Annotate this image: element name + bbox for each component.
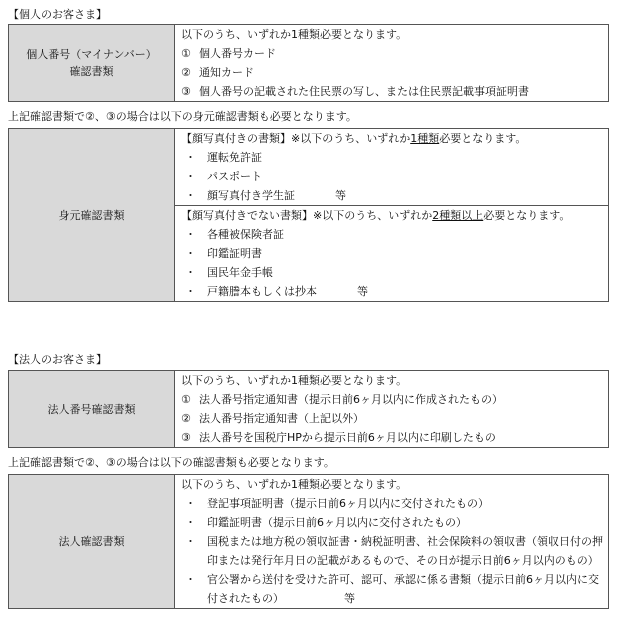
bullet: ・ bbox=[185, 516, 196, 529]
list-item bbox=[175, 186, 608, 205]
list-item bbox=[175, 390, 608, 409]
list-item bbox=[175, 409, 608, 428]
bullet: ・ bbox=[185, 247, 196, 260]
corporate-note: 上記確認書類で②、③の場合は以下の確認書類も必要となります。 bbox=[8, 456, 335, 469]
individual-number-content bbox=[175, 25, 609, 102]
item-text-wrap bbox=[207, 570, 604, 608]
identity-docs-content bbox=[175, 129, 609, 302]
individual-number-label-line2: 確認書類 bbox=[69, 65, 114, 78]
item-text: 国税または地方税の領収証書・納税証明書、社会保険料の領収書（領収日付の押印または発行年月日の記載があるもので、その日が提示日前6ヶ月以内のもの） bbox=[207, 535, 603, 567]
item-mark: ② bbox=[181, 412, 191, 425]
individual-number-table bbox=[8, 24, 609, 102]
item-text: 戸籍謄本もしくは抄本 bbox=[207, 285, 317, 298]
item-text: 各種被保険者証 bbox=[207, 228, 284, 241]
bullet: ・ bbox=[185, 189, 196, 202]
header-suffix: 必要となります。 bbox=[483, 209, 571, 222]
bullet: ・ bbox=[185, 285, 196, 298]
header-prefix: 【顔写真付きでない書類】※以下のうち、いずれか bbox=[181, 209, 433, 222]
etc-label: 等 bbox=[335, 189, 346, 202]
item-mark: ① bbox=[181, 393, 191, 406]
corporate-heading: 【法人のお客さま】 bbox=[8, 353, 107, 366]
list-item bbox=[175, 225, 608, 244]
header-underlined: 1種類 bbox=[410, 132, 440, 145]
list-item bbox=[175, 82, 608, 101]
item-text: 法人番号を国税庁HPから提示日前6ヶ月以内に印刷したもの bbox=[199, 431, 496, 444]
list-item bbox=[175, 263, 608, 282]
individual-heading: 【個人のお客さま】 bbox=[8, 8, 107, 21]
corporate-number-content bbox=[175, 371, 609, 448]
header-suffix: 必要となります。 bbox=[439, 132, 527, 145]
list-item bbox=[175, 148, 608, 167]
corporate-number-table bbox=[8, 370, 609, 448]
item-text: 国民年金手帳 bbox=[207, 266, 273, 279]
header-underlined: 2種類以上 bbox=[432, 209, 484, 222]
list-item bbox=[175, 44, 608, 63]
corporate-docs-content bbox=[175, 475, 609, 609]
header-prefix: 【顔写真付きの書類】※以下のうち、いずれか bbox=[181, 132, 411, 145]
bullet: ・ bbox=[185, 497, 196, 510]
bullet: ・ bbox=[185, 228, 196, 241]
corporate-docs-intro: 以下のうち、いずれか1種類必要となります。 bbox=[181, 478, 408, 491]
item-text: 法人番号指定通知書（上記以外） bbox=[199, 412, 364, 425]
list-item bbox=[175, 167, 608, 186]
item-mark: ③ bbox=[181, 85, 191, 98]
item-mark: ① bbox=[181, 47, 191, 60]
corporate-number-label: 法人番号確認書類 bbox=[9, 371, 175, 448]
bullet: ・ bbox=[185, 573, 196, 586]
individual-number-label bbox=[9, 25, 175, 102]
list-item bbox=[175, 63, 608, 82]
individual-note: 上記確認書類で②、③の場合は以下の身元確認書類も必要となります。 bbox=[8, 110, 357, 123]
item-text: パスポート bbox=[207, 170, 262, 183]
etc-label: 等 bbox=[344, 592, 355, 605]
item-text: 個人番号の記載された住民票の写し、または住民票記載事項証明書 bbox=[199, 85, 529, 98]
photo-docs-header bbox=[175, 129, 608, 148]
item-text: 官公署から送付を受けた許可、認可、承認に係る書類（提示日前6ヶ月以内に交付されたもの） bbox=[207, 573, 599, 605]
list-item bbox=[175, 513, 608, 532]
list-item bbox=[175, 532, 608, 570]
individual-number-label-line1: 個人番号（マイナンバー） bbox=[26, 48, 157, 61]
individual-number-intro: 以下のうち、いずれか1種類必要となります。 bbox=[181, 28, 408, 41]
item-text: 運転免許証 bbox=[207, 151, 262, 164]
identity-docs-table bbox=[8, 128, 609, 302]
corporate-docs-label: 法人確認書類 bbox=[9, 475, 175, 609]
item-text: 法人番号指定通知書（提示日前6ヶ月以内に作成されたもの） bbox=[199, 393, 503, 406]
list-item bbox=[175, 570, 608, 608]
item-text: 通知カード bbox=[199, 66, 254, 79]
item-text: 印鑑証明書 bbox=[207, 247, 262, 260]
bullet: ・ bbox=[185, 266, 196, 279]
item-text: 登記事項証明書（提示日前6ヶ月以内に交付されたもの） bbox=[207, 497, 489, 510]
bullet: ・ bbox=[185, 170, 196, 183]
item-mark: ② bbox=[181, 66, 191, 79]
bullet: ・ bbox=[185, 151, 196, 164]
bullet: ・ bbox=[185, 535, 196, 548]
list-item bbox=[175, 244, 608, 263]
corporate-docs-table bbox=[8, 474, 609, 609]
identity-docs-label: 身元確認書類 bbox=[9, 129, 175, 302]
etc-label: 等 bbox=[357, 285, 368, 298]
item-text: 顔写真付き学生証 bbox=[207, 189, 295, 202]
item-text: 印鑑証明書（提示日前6ヶ月以内に交付されたもの） bbox=[207, 516, 467, 529]
item-text: 個人番号カード bbox=[199, 47, 276, 60]
nonphoto-docs-header bbox=[175, 205, 608, 225]
list-item bbox=[175, 282, 608, 301]
corporate-number-intro: 以下のうち、いずれか1種類必要となります。 bbox=[181, 374, 408, 387]
list-item bbox=[175, 494, 608, 513]
list-item bbox=[175, 428, 608, 447]
item-mark: ③ bbox=[181, 431, 191, 444]
